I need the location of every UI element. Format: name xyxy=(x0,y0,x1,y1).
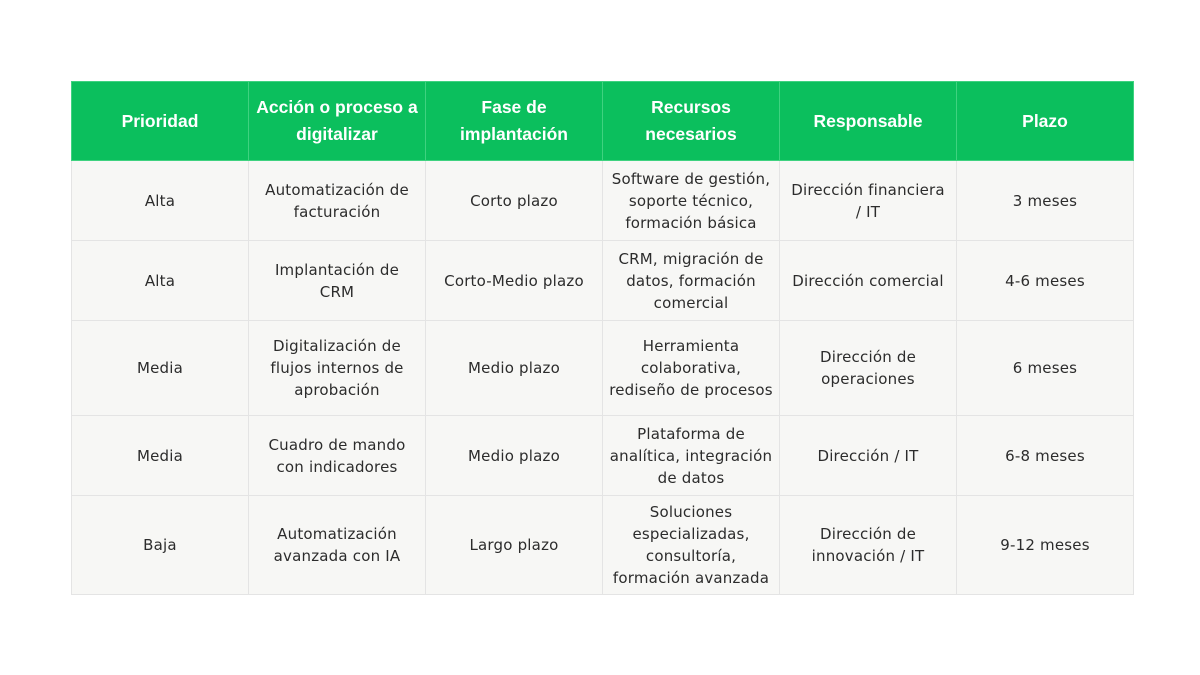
cell-responsable: Dirección de innovación / IT xyxy=(780,496,957,595)
cell-plazo: 6-8 meses xyxy=(957,416,1134,496)
cell-plazo: 3 meses xyxy=(957,161,1134,241)
cell-prioridad: Alta xyxy=(72,241,249,321)
cell-plazo: 6 meses xyxy=(957,321,1134,416)
cell-fase: Corto plazo xyxy=(426,161,603,241)
cell-responsable: Dirección financiera / IT xyxy=(780,161,957,241)
cell-plazo: 9-12 meses xyxy=(957,496,1134,595)
table-row xyxy=(72,416,1134,496)
header-plazo: Plazo xyxy=(957,82,1134,161)
cell-accion: Automatización de facturación xyxy=(249,161,426,241)
cell-recursos: Herramienta colaborativa, rediseño de procesos xyxy=(603,321,780,416)
cell-fase: Corto-Medio plazo xyxy=(426,241,603,321)
cell-responsable: Dirección / IT xyxy=(780,416,957,496)
table-header-row xyxy=(72,82,1134,161)
header-recursos: Recursos necesarios xyxy=(603,82,780,161)
cell-recursos: CRM, migración de datos, formación comercial xyxy=(603,241,780,321)
header-accion: Acción o proceso a digitalizar xyxy=(249,82,426,161)
table-row xyxy=(72,241,1134,321)
table-row xyxy=(72,496,1134,595)
cell-accion: Implantación de CRM xyxy=(249,241,426,321)
cell-prioridad: Media xyxy=(72,321,249,416)
cell-prioridad: Baja xyxy=(72,496,249,595)
cell-recursos: Software de gestión, soporte técnico, formación básica xyxy=(603,161,780,241)
cell-responsable: Dirección de operaciones xyxy=(780,321,957,416)
cell-plazo: 4-6 meses xyxy=(957,241,1134,321)
cell-fase: Medio plazo xyxy=(426,321,603,416)
cell-accion: Automatización avanzada con IA xyxy=(249,496,426,595)
digitalization-plan-table-container xyxy=(71,81,1133,595)
digitalization-plan-table xyxy=(71,81,1134,595)
cell-recursos: Soluciones especializadas, consultoría, formación avanzada xyxy=(603,496,780,595)
header-responsable: Responsable xyxy=(780,82,957,161)
cell-prioridad: Media xyxy=(72,416,249,496)
cell-accion: Cuadro de mando con indicadores xyxy=(249,416,426,496)
header-prioridad: Prioridad xyxy=(72,82,249,161)
cell-accion: Digitalización de flujos internos de aprobación xyxy=(249,321,426,416)
cell-responsable: Dirección comercial xyxy=(780,241,957,321)
cell-fase: Medio plazo xyxy=(426,416,603,496)
header-fase: Fase de implantación xyxy=(426,82,603,161)
table-row xyxy=(72,321,1134,416)
cell-prioridad: Alta xyxy=(72,161,249,241)
cell-recursos: Plataforma de analítica, integración de datos xyxy=(603,416,780,496)
table-row xyxy=(72,161,1134,241)
cell-fase: Largo plazo xyxy=(426,496,603,595)
